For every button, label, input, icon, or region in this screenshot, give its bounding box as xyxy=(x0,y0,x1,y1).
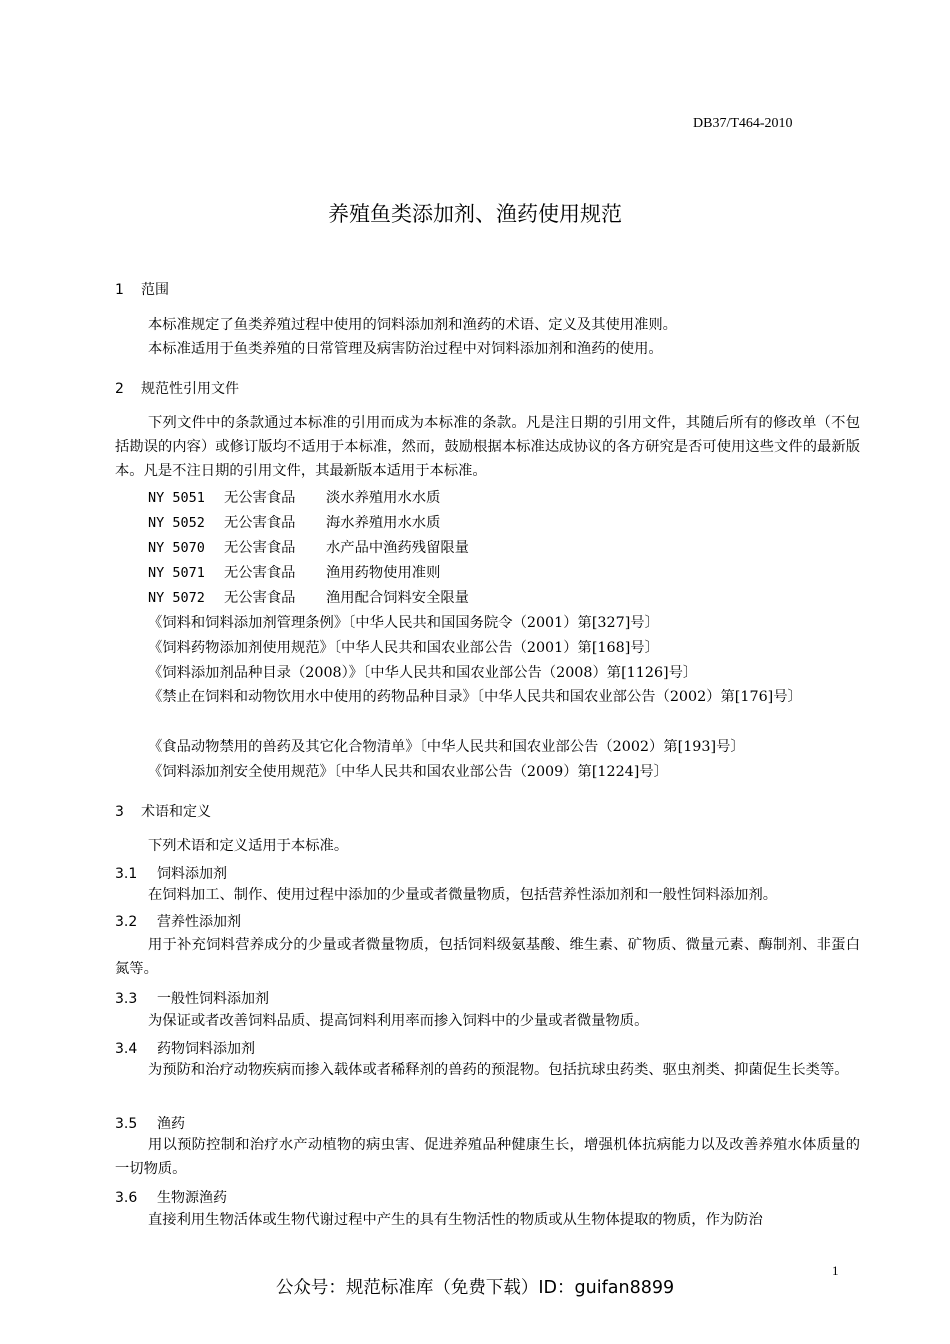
term-definition: 为保证或者改善饲料品质、提高饲料利用率而掺入饲料中的少量或者微量物质。 xyxy=(148,1013,649,1029)
footer-watermark: 公众号：规范标准库（免费下载）ID：guifan8899 xyxy=(275,1278,675,1298)
ref-title: 无公害食品 xyxy=(224,490,296,506)
term-heading xyxy=(115,988,269,1008)
ref-code: NY 5052 xyxy=(148,515,205,531)
term-name: 饲料添加剂 xyxy=(157,866,227,882)
ref-code: NY 5071 xyxy=(148,565,205,581)
term-number: 3.6 xyxy=(115,1190,138,1206)
regulation-reference: 《饲料药物添加剂使用规范》〔中华人民共和国农业部公告（2001）第[168]号〕 xyxy=(148,640,659,656)
section-1-heading xyxy=(115,279,169,299)
term-name: 渔药 xyxy=(157,1116,185,1132)
term-name: 生物源渔药 xyxy=(157,1190,227,1206)
term-heading xyxy=(115,1038,255,1058)
regulation-reference: 《禁止在饲料和动物饮用水中使用的药物品种目录》〔中华人民共和国农业部公告（2002）第[176]号〕 xyxy=(148,689,802,705)
section-2-heading xyxy=(115,378,239,398)
reference-item xyxy=(148,561,440,585)
section-3-heading xyxy=(115,801,211,821)
ref-title: 无公害食品 xyxy=(224,540,296,556)
section-number: 1 xyxy=(115,282,124,298)
term-definition: 用于补充饲料营养成分的少量或者微量物质，包括饲料级氨基酸、维生素、矿物质、微量元素、酶制剂、非蛋白氮等。 xyxy=(115,937,860,977)
standard-code: DB37/T464-2010 xyxy=(693,116,793,131)
ref-subject: 淡水养殖用水水质 xyxy=(326,490,441,506)
paragraph: 下列文件中的条款通过本标准的引用而成为本标准的条款。凡是注日期的引用文件，其随后所有的修改单（不包括勘误的内容）或修订版均不适用于本标准，然而，鼓励根据本标准达成协议的各方研究是否可使用这些文件的最新版本。凡是不注日期的引用文件，其最新版本适用于本标准。 xyxy=(115,415,860,479)
page-number: 1 xyxy=(832,1263,839,1278)
term-number: 3.2 xyxy=(115,914,138,930)
term-definition: 为预防和治疗动物疾病而掺入载体或者稀释剂的兽药的预混物。包括抗球虫药类、驱虫剂类、抑菌促生长类等。 xyxy=(148,1062,849,1078)
ref-code: NY 5051 xyxy=(148,490,205,506)
paragraph: 本标准适用于鱼类养殖的日常管理及病害防治过程中对饲料添加剂和渔药的使用。 xyxy=(148,341,663,357)
regulation-reference: 《食品动物禁用的兽药及其它化合物清单》〔中华人民共和国农业部公告（2002）第[193]号〕 xyxy=(148,739,745,755)
term-heading xyxy=(115,1113,185,1133)
section-number: 2 xyxy=(115,381,124,397)
reference-item xyxy=(148,586,469,610)
section-title: 术语和定义 xyxy=(141,804,211,820)
ref-code: NY 5072 xyxy=(148,590,205,606)
term-heading xyxy=(115,911,241,931)
term-definition: 直接利用生物活体或生物代谢过程中产生的具有生物活性的物质或从生物体提取的物质，作为防治 xyxy=(148,1212,763,1228)
paragraph: 下列术语和定义适用于本标准。 xyxy=(148,838,349,854)
ref-subject: 渔用配合饲料安全限量 xyxy=(326,590,469,606)
section-title: 规范性引用文件 xyxy=(141,381,239,397)
term-definition: 在饲料加工、制作、使用过程中添加的少量或者微量物质，包括营养性添加剂和一般性饲料添加剂。 xyxy=(148,887,778,903)
ref-subject: 水产品中渔药残留限量 xyxy=(326,540,469,556)
term-name: 营养性添加剂 xyxy=(157,914,241,930)
term-number: 3.5 xyxy=(115,1116,138,1132)
ref-title: 无公害食品 xyxy=(224,515,296,531)
reference-item xyxy=(148,536,469,560)
reference-item xyxy=(148,486,440,510)
regulation-reference: 《饲料和饲料添加剂管理条例》〔中华人民共和国国务院令（2001）第[327]号〕 xyxy=(148,615,659,631)
term-name: 一般性饲料添加剂 xyxy=(157,991,269,1007)
ref-subject: 渔用药物使用准则 xyxy=(326,565,441,581)
ref-title: 无公害食品 xyxy=(224,590,296,606)
regulation-reference: 《饲料添加剂品种目录（2008）》〔中华人民共和国农业部公告（2008）第[1126]号〕 xyxy=(148,665,698,681)
term-heading xyxy=(115,863,227,883)
regulation-reference: 《饲料添加剂安全使用规范》〔中华人民共和国农业部公告（2009）第[1224]号〕 xyxy=(148,764,668,780)
paragraph: 本标准规定了鱼类养殖过程中使用的饲料添加剂和渔药的术语、定义及其使用准则。 xyxy=(148,317,677,333)
section-title: 范围 xyxy=(141,282,169,298)
section-number: 3 xyxy=(115,804,124,820)
reference-item xyxy=(148,511,440,535)
ref-code: NY 5070 xyxy=(148,540,205,556)
term-number: 3.4 xyxy=(115,1041,138,1057)
term-number: 3.1 xyxy=(115,866,138,882)
term-heading xyxy=(115,1187,227,1207)
term-definition: 用以预防控制和治疗水产动植物的病虫害、促进养殖品种健康生长，增强机体抗病能力以及改善养殖水体质量的一切物质。 xyxy=(115,1137,860,1177)
ref-subject: 海水养殖用水水质 xyxy=(326,515,441,531)
document-title: 养殖鱼类添加剂、渔药使用规范 xyxy=(328,202,622,226)
term-name: 药物饲料添加剂 xyxy=(157,1041,255,1057)
ref-title: 无公害食品 xyxy=(224,565,296,581)
term-number: 3.3 xyxy=(115,991,138,1007)
